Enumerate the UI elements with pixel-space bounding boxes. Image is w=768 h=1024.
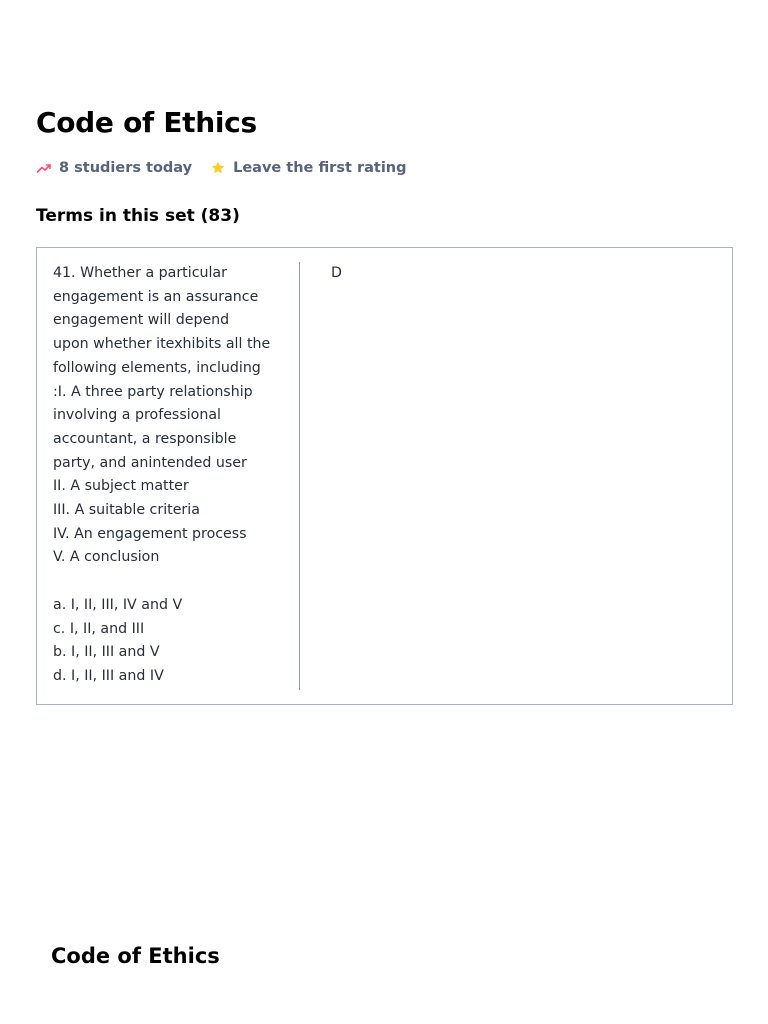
definition-text: D [331, 265, 342, 281]
term-text: 41. Whether a particular engagement is an assurance engagement will depend upon whether itexhibits all the following elements, including :I. A three party relationship involving a professional accountant, a responsible party, and anintended user II. A subject matter III. A suitable criteria IV. An engagement process V. A conclusion a. I, II, III, IV and V c. I, II, and III b. I, II, III and V d. I, II, III and IV [53, 265, 271, 684]
set-title: Code of Ethics [36, 106, 257, 139]
star-icon [210, 160, 226, 176]
trending-up-icon [36, 160, 52, 176]
rating-link[interactable] [210, 160, 406, 176]
rating-label: Leave the first rating [233, 160, 407, 176]
footer-set-title: Code of Ethics [51, 944, 220, 968]
term-card [36, 247, 733, 705]
studiers-count [36, 160, 192, 176]
set-meta-row [36, 158, 407, 178]
terms-heading: Terms in this set (83) [36, 206, 240, 226]
card-divider [299, 262, 300, 690]
studiers-label: 8 studiers today [59, 160, 193, 176]
